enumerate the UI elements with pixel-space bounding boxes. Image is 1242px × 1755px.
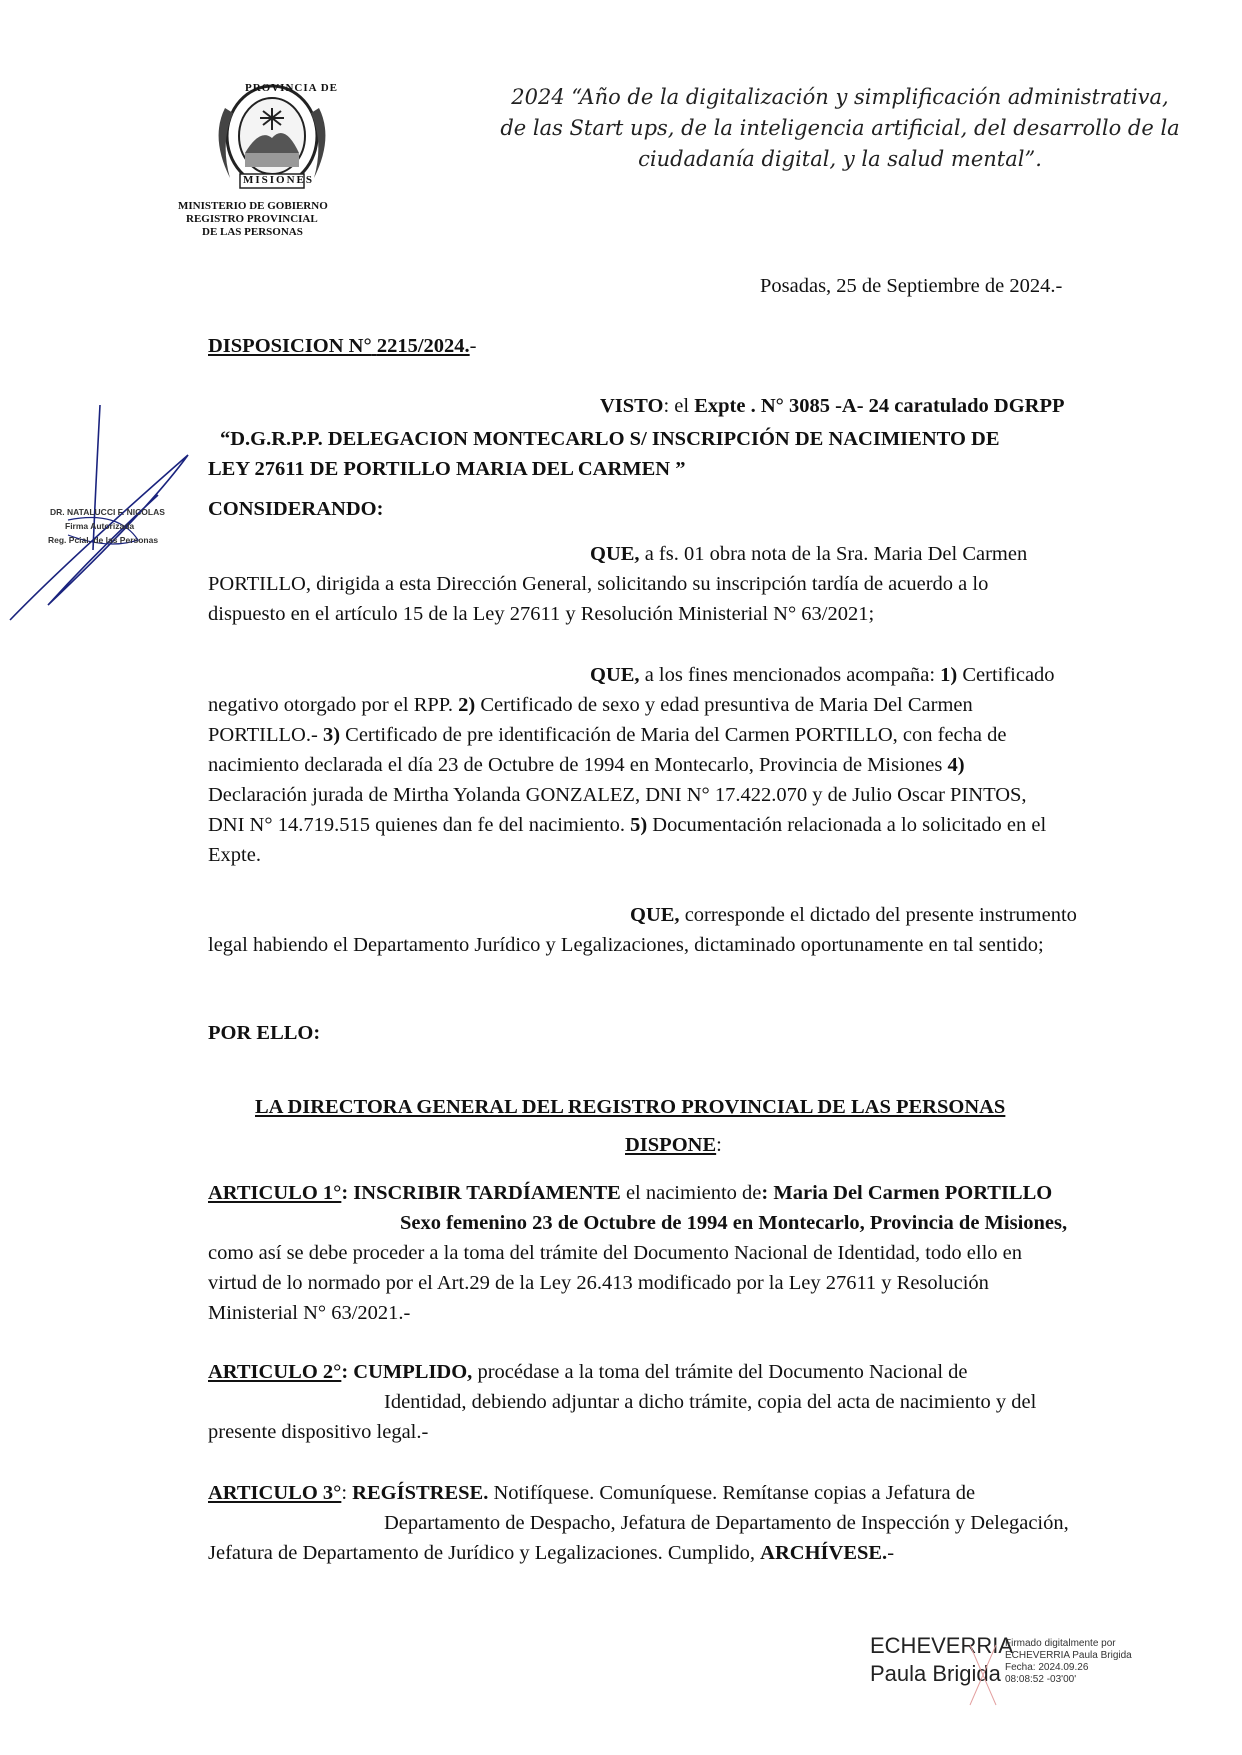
que-1: QUE, a fs. 01 obra nota de la Sra. Maria Del Carmen PORTILLO, dirigida a esta Dirección General, solicitando su inscripción tardía de acuerdo a lo dispuesto en el artículo 15 de la Ley 27611 y Resolución Ministerial N° 63/2021; <box>208 543 1028 625</box>
articulo-2: ARTICULO 2°: CUMPLIDO, procédase a la toma del trámite del Documento Nacional de Identidad, debiendo adjuntar a dicho trámite, copia del acta de nacimiento y del presente dispositivo legal.- <box>208 1361 1037 1443</box>
motto-line-2: de las Start ups, de la inteligencia artificial, del desarrollo de la <box>500 116 1180 140</box>
stamp-line-2: Firma Autorizada <box>65 521 135 531</box>
disposicion-number: 2215/2024. <box>376 335 470 357</box>
visto-line-1: VISTO: el Expte . N° 3085 -A- 24 caratulado DGRPP <box>600 395 1065 417</box>
signer-given-names: Paula Brigida <box>870 1661 1001 1686</box>
margin-signature <box>8 400 198 630</box>
articulo-1: ARTICULO 1°: INSCRIBIR TARDÍAMENTE el nacimiento de: Maria Del Carmen PORTILLO Sexo femenino 23 de Octubre de 1994 en Montecarlo, Provincia de Misiones, como así se debe proceder a la toma del trámite del Documento Nacional de Identidad, todo ello en virtud de lo normado por el Art.29 de la Ley 26.413 modificado por la Ley 27611 y Resolución Ministerial N° 63/2021.- <box>208 1182 1068 1324</box>
signer-surname: ECHEVERRIA <box>870 1633 1014 1658</box>
ministry-heading <box>178 200 378 239</box>
stamp-line-1: DR. NATALUCCI F. NICOLAS <box>50 507 165 517</box>
ministry-line-3: DE LAS PERSONAS <box>202 226 303 238</box>
articulo-3: ARTICULO 3°: REGÍSTRESE. Notifíquese. Comuníquese. Remítanse copias a Jefatura de Departamento de Despacho, Jefatura de Departamento de Inspección y Delegación, Jefatura de Departamento de Jurídico y Legalizaciones. Cumplido, ARCHÍVESE.- <box>208 1482 1069 1564</box>
visto-label: VISTO <box>600 395 664 417</box>
que-3: QUE, corresponde el dictado del presente instrumento legal habiendo el Departamento Jurídico y Legalizaciones, dictaminado oportunamente en tal sentido; <box>208 904 1077 956</box>
disposicion-label: DISPOSICION N° <box>208 335 372 357</box>
motto-line-1: 2024 “Año de la digitalización y simplificación administrativa, <box>511 85 1169 109</box>
motto-line-3: ciudadanía digital, y la salud mental”. <box>638 147 1042 171</box>
digital-signature-details: Firmado digitalmente por ECHEVERRIA Paula Brigida Fecha: 2024.09.26 08:08:52 -03'00' <box>1005 1638 1132 1685</box>
ministry-line-1: MINISTERIO DE GOBIERNO <box>178 200 328 212</box>
province-seal-icon <box>205 78 340 198</box>
stamp-line-3: Reg. Pcial. de las Personas <box>48 535 159 545</box>
seal-text-top: PROVINCIA DE <box>245 82 338 94</box>
que-2: QUE, a los fines mencionados acompaña: 1) Certificado negativo otorgado por el RPP. 2) Certificado de sexo y edad presuntiva de Maria Del Carmen PORTILLO.- 3) Certificado de pre identificación de Maria del Carmen PORTILLO, con fecha de nacimiento declarada el día 23 de Octubre de 1994 en Montecarlo, Provincia de Misiones 4) Declaración jurada de Mirtha Yolanda GONZALEZ, DNI N° 17.422.070 y de Julio Oscar PINTOS, DNI N° 14.719.515 quienes dan fe del nacimiento. 5) Documentación relacionada a lo solicitado en el Expte. <box>208 664 1055 866</box>
visto-caratula: “D.G.R.P.P. DELEGACION MONTECARLO S/ INSCRIPCIÓN DE NACIMIENTO DE LEY 27611 DE PORTILLO MARIA DEL CARMEN ” <box>208 428 1000 480</box>
articulo-2-label: ARTICULO 2° <box>208 1361 342 1383</box>
dispone-heading: DISPONE: <box>625 1134 722 1156</box>
signature-mark-icon <box>968 1640 998 1710</box>
year-motto <box>500 82 1180 175</box>
authority-heading: LA DIRECTORA GENERAL DEL REGISTRO PROVINCIAL DE LAS PERSONAS <box>255 1096 1006 1118</box>
disposicion-title: DISPOSICION N° 2215/2024.- <box>208 335 477 357</box>
expediente: Expte . N° 3085 -A- 24 caratulado DGRPP <box>694 395 1065 417</box>
articulo-3-label: ARTICULO 3° <box>208 1482 342 1504</box>
articulo-1-label: ARTICULO 1° <box>208 1182 342 1204</box>
por-ello-heading: POR ELLO: <box>208 1022 321 1044</box>
considerando-heading: CONSIDERANDO: <box>208 498 384 520</box>
date-line: Posadas, 25 de Septiembre de 2024.- <box>760 275 1063 297</box>
seal-text-bottom: MISIONES <box>243 174 315 186</box>
ministry-line-2: REGISTRO PROVINCIAL <box>186 213 318 225</box>
